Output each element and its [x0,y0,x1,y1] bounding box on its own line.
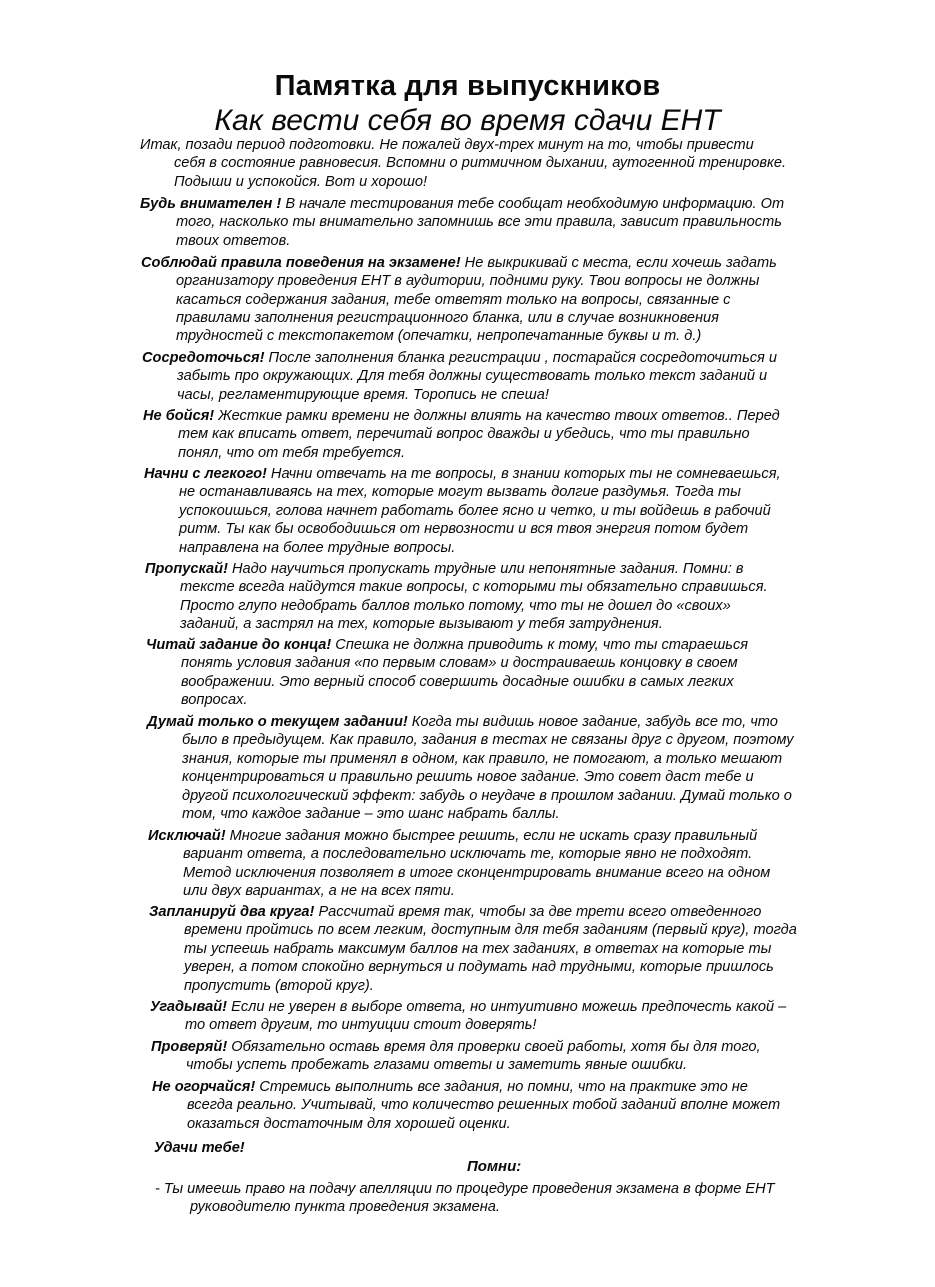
paragraph-line: После заполнения бланка регистрации , постарайся сосредоточиться и [264,350,778,366]
document-title: Памятка для выпускников [274,70,661,102]
paragraph-line: тем как вписать ответ, перечитай вопрос дважды и убедись, что ты правильно [178,426,750,442]
paragraph-line: концентрироваться и правильно решить новое задание. Это совет даст тебе и [182,769,754,785]
paragraph-line: вопросах. [181,692,248,708]
tip-heading: Угадывай! [150,999,228,1015]
paragraph-line: забыть про окружающих. Для тебя должны существовать только текст заданий и [177,368,768,384]
tip-heading: Запланируй два круга! [149,904,315,920]
tip-heading: Проверяй! [151,1039,228,1055]
tip-heading: Думай только о текущем задании! [147,714,408,730]
tip-heading: Пропускай! [145,561,228,577]
tip-heading: Не бойся! [143,408,215,424]
paragraph-line: - Ты имеешь право на подачу апелляции по процедуре проведения экзамена в форме ЕНТ [155,1181,775,1197]
paragraph-line: времени пройтись по всем легким, доступным для тебя заданиям (первый круг), тогда [184,922,797,938]
paragraph-line: направлена на более трудные вопросы. [179,540,456,556]
paragraph-line: уверен, а потом спокойно вернуться и подумать над трудными, которые пришлось [184,959,774,975]
tip-heading: Исключай! [148,828,226,844]
tip-heading: Соблюдай правила поведения на экзамене! [141,255,461,271]
paragraph-line: касаться содержания задания, тебе ответят только на вопросы, связанные с [176,292,731,308]
paragraph-line: чтобы успеть пробежать глазами ответы и заметить явные ошибки. [186,1057,688,1073]
paragraph-line: Надо научиться пропускать трудные или непонятные задания. Помни: в [227,561,744,577]
paragraph-line: Когда ты видишь новое задание, забудь все то, что [407,714,778,730]
paragraph-line: Многие задания можно быстрее решить, если не искать сразу правильный [225,828,758,844]
tip-heading: Не огорчайся! [152,1079,256,1095]
paragraph-line: Рассчитай время так, чтобы за две трети всего отведенного [314,904,762,920]
paragraph-line: Стремись выполнить все задания, но помни, что на практике это не [255,1079,748,1095]
paragraph-line: Метод исключения позволяет в итоге сконцентрировать внимание всего на одном [183,865,771,881]
paragraph-line: понять условия задания «по первым словам» и достраиваешь концовку в своем [181,655,738,671]
paragraph-line: того, насколько ты внимательно запомнишь все эти правила, зависит правильность [176,214,782,230]
paragraph-line: ритм. Ты как бы освободишься от нервозности и вся твоя энергия потом будет [179,521,749,537]
paragraph-line: понял, что от тебя требуется. [178,445,406,461]
tip-heading: Будь внимателен ! [140,196,282,212]
tip-heading: Начни с легкого! [144,466,267,482]
paragraph-line: Спешка не должна приводить к тому, что ты стараешься [331,637,749,653]
paragraph-line: воображении. Это верный способ совершить досадные ошибки в самых легких [181,674,734,690]
paragraph-line: заданий, а застрял на тех, которые вызывают у тебя затруднения. [180,616,663,632]
paragraph-line: то ответ другим, то интуиции стоит доверять! [185,1017,537,1033]
paragraph-line: Не выкрикивай с места, если хочешь задать [460,255,777,271]
paragraph-line: было в предыдущем. Как правило, задания в тестах не связаны друг с другом, поэтому [182,732,794,748]
paragraph-line: Начни отвечать на те вопросы, в знании которых ты не сомневаешься, [266,466,781,482]
good-luck-text: Удачи тебе! [154,1140,245,1156]
paragraph-line: всегда реально. Учитывай, что количество решенных тобой заданий вполне может [187,1097,781,1113]
paragraph-line: Жесткие рамки времени не должны влиять на качество твоих ответов.. Перед [214,408,780,424]
paragraph-line: другой психологический эффект: забудь о неудаче в прошлом задании. Думай только о [182,788,792,804]
paragraph-line: организатору проведения ЕНТ в аудитории, подними руку. Твои вопросы не должны [176,273,760,289]
paragraph-line: знания, которые ты применял в одном, как правило, не помогают, а только мешают [182,751,783,767]
paragraph-line: В начале тестирования тебе сообщат необходимую информацию. От [281,196,785,212]
paragraph-line: успокоишься, голова начнет работать более ясно и четко, и ты войдешь в рабочий [179,503,771,519]
paragraph-line: Обязательно оставь время для проверки своей работы, хотя бы для того, [227,1039,761,1055]
paragraph-line: Если не уверен в выборе ответа, но интуитивно можешь предпочесть какой – [227,999,787,1015]
paragraph-line: руководителю пункта проведения экзамена. [190,1199,500,1215]
paragraph-line: тексте всегда найдутся такие вопросы, с которыми ты обязательно справишься. [180,579,768,595]
paragraph-line: не останавливаясь на тех, которые могут вызвать долгие раздумья. Тогда ты [179,484,741,500]
paragraph-line: том, что каждое задание – это шанс набрать баллы. [182,806,560,822]
tip-heading: Сосредоточься! [142,350,265,366]
paragraph-line: пропустить (второй круг). [184,978,374,994]
paragraph-line: трудностей с текстопакетом (опечатки, непропечатанные буквы и т. д.) [176,328,702,344]
paragraph-line: оказаться достаточным для хорошей оценки. [187,1116,511,1132]
paragraph-line: или двух вариантах, а не на всех пяти. [183,883,455,899]
paragraph-line: ты успеешь набрать максимум баллов на тех заданиях, в ответах на которые ты [184,941,772,957]
paragraph-line: Просто глупо недобрать баллов только потому, что ты не дошел до «своих» [180,598,731,614]
paragraph-line: себя в состояние равновесия. Вспомни о ритмичном дыхании, аутогенной тренировке. [174,155,787,171]
paragraph-line: твоих ответов. [176,233,291,249]
paragraph-line: вариант ответа, а последовательно исключать те, которые явно не подходят. [183,846,753,862]
document-subtitle: Как вести себя во время сдачи ЕНТ [214,104,721,137]
paragraph-line: правилами заполнения регистрационного бланка, или в случае возникновения [176,310,719,326]
paragraph-line: Итак, позади период подготовки. Не пожалей двух-трех минут на то, чтобы привести [140,137,754,153]
paragraph-line: часы, регламентирующие время. Торопись не спеша! [177,387,549,403]
remember-heading: Помни: [467,1158,522,1175]
tip-heading: Читай задание до конца! [146,637,332,653]
paragraph-line: Подыши и успокойся. Вот и хорошо! [174,174,428,190]
